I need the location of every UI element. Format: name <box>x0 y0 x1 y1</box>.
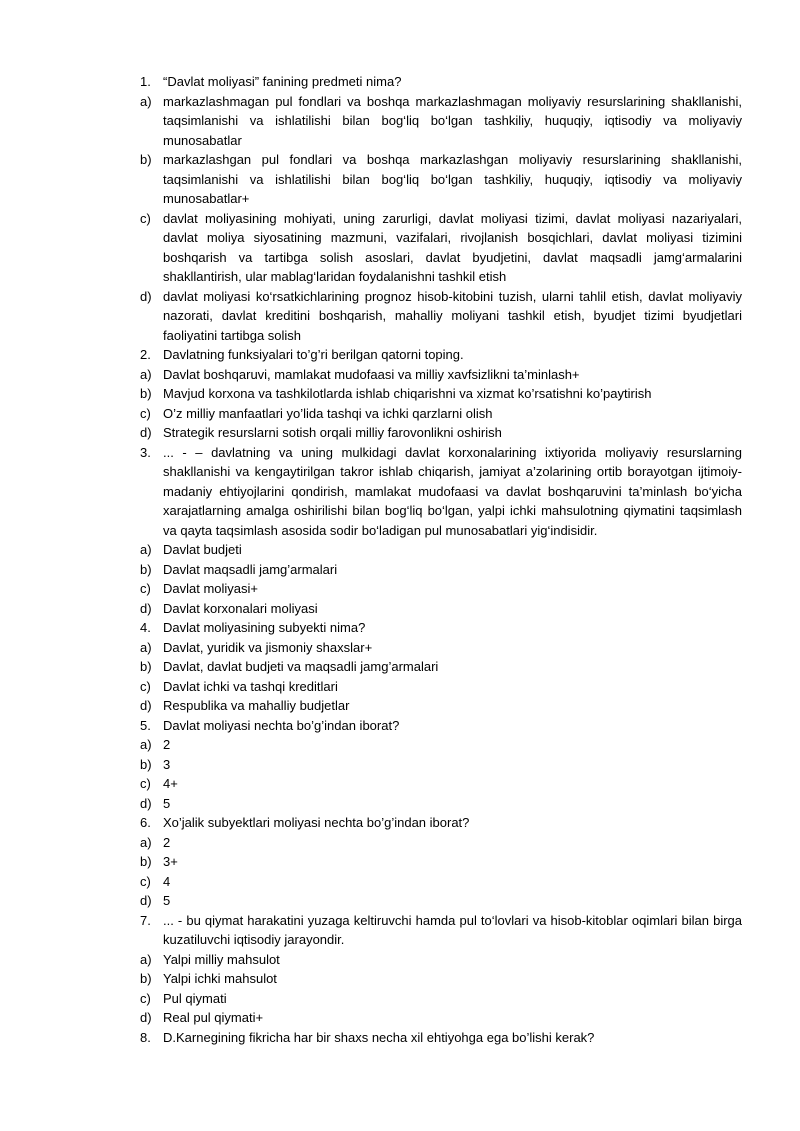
option-text: Davlat, yuridik va jismoniy shaxslar+ <box>163 639 373 655</box>
option-label: d) <box>140 600 152 616</box>
option-text: Davlat moliyasi+ <box>163 581 259 596</box>
question-3 <box>140 443 742 541</box>
option-label: c) <box>140 776 151 791</box>
option-4c <box>140 677 742 697</box>
option-text: 5 <box>163 893 171 908</box>
option-text: 2 <box>163 834 171 850</box>
option-7c <box>140 989 742 1009</box>
option-2a <box>140 365 742 385</box>
option-text: 3+ <box>163 854 178 869</box>
option-label: b) <box>140 386 152 401</box>
option-2d <box>140 423 742 443</box>
option-4a <box>140 638 742 658</box>
question-number: 4. <box>140 620 151 635</box>
option-text: Davlat maqsadli jamg’armalari <box>163 561 338 577</box>
option-label: c) <box>140 678 151 694</box>
option-text: Real pul qiymati+ <box>163 1010 264 1025</box>
option-3b <box>140 560 742 580</box>
question-text: D.Karnegining fikricha har bir shaxs necha xil ehtiyohga ega bo’lishi kerak? <box>163 1029 595 1045</box>
question-number: 3. <box>140 444 151 460</box>
question-number: 8. <box>140 1029 151 1045</box>
option-1a <box>140 92 742 151</box>
option-text: 2 <box>163 737 171 752</box>
option-text: Davlat korxonalari moliyasi <box>163 600 318 616</box>
option-label: d) <box>140 795 152 811</box>
option-text: davlat moliyasining mohiyati, uning zarurligi, davlat moliyasi tizimi, davlat moliyasi nazariyalari, davlat moliya siyosatining mazmuni, vazifalari, rivojlanish bosqichlari, davlat moliyasi tizimini boshqarish va tartibga solish asoslari, davlat byudjetini, davlat maqsadli jamg‘armalarini shakllantirish, ular mablag‘laridan foydalanishni tashkil etish <box>163 210 742 284</box>
option-5c <box>140 774 742 794</box>
option-label: d) <box>140 1010 152 1025</box>
option-label: c) <box>140 581 151 596</box>
option-label: a) <box>140 951 152 967</box>
question-text: Davlat moliyasining subyekti nima? <box>163 620 366 635</box>
question-text: “Davlat moliyasi” fanining predmeti nima? <box>163 74 402 89</box>
question-text: Davlat moliyasi nechta bo’g’indan iborat? <box>163 717 400 733</box>
option-label: d) <box>140 893 152 908</box>
option-label: b) <box>140 152 152 167</box>
option-5b <box>140 755 742 775</box>
option-2c <box>140 404 742 424</box>
option-text: 5 <box>163 795 171 811</box>
option-label: a) <box>140 93 152 109</box>
option-7b <box>140 969 742 989</box>
option-label: c) <box>140 990 151 1006</box>
option-text: Davlat, davlat budjeti va maqsadli jamg’armalari <box>163 659 439 674</box>
option-7a <box>140 950 742 970</box>
option-text: Davlat ichki va tashqi kreditlari <box>163 678 338 694</box>
question-4 <box>140 618 742 638</box>
question-number: 1. <box>140 74 151 89</box>
option-3d <box>140 599 742 619</box>
option-text: markazlashmagan pul fondlari va boshqa markazlashmagan moliyaviy resurslarining shakllanishi, taqsimlanishi va ishlatilishi bilan bog‘liq bo‘lgan tashkiliy, huquqiy, iqtisodiy va moliyaviy munosabatlar <box>163 93 742 148</box>
option-text: Respublika va mahalliy budjetlar <box>163 698 350 713</box>
question-text: ... - – davlatning va uning mulkidagi davlat korxonalarining ixtiyorida moliyaviy resurslarning shakllanishi va kengaytirilgan takror ishlab chiqarish, jamiyat a’zolarining ortib borayotgan ijtimoiy-madaniy ehtiyojlarini qondirish, mamlakat mudofaasi va davlat boshqaruvini ta’minlash bo‘yicha xarajatlarning amalga oshirilishi bilan bog‘liq bo‘lgan, yalpi ichki mahsulotning qiymatini taqsimlash va qayta taqsimlash asosida sodir bo‘ladigan pul munosabatlari yig‘indisidir. <box>163 444 742 538</box>
option-6a <box>140 833 742 853</box>
option-label: c) <box>140 210 151 226</box>
option-text: davlat moliyasi ko‘rsatkichlarining prognoz hisob-kitobini tuzish, ularni tahlil etish, davlat moliyaviy nazorati, davlat kreditini boshqarish, mahalliy moliyani tashkil etish, byudjet tizimi byudjetlari faoliyatini tartibga solish <box>163 288 742 343</box>
option-label: c) <box>140 405 151 421</box>
option-label: a) <box>140 366 152 382</box>
option-7d <box>140 1008 742 1028</box>
option-text: 3 <box>163 756 171 772</box>
question-number: 6. <box>140 815 151 830</box>
option-label: b) <box>140 659 152 674</box>
question-5 <box>140 716 742 736</box>
option-5d <box>140 794 742 814</box>
question-number: 7. <box>140 912 151 928</box>
option-text: Yalpi ichki mahsulot <box>163 971 277 986</box>
option-label: b) <box>140 854 152 869</box>
question-8 <box>140 1028 742 1048</box>
option-label: b) <box>140 756 152 772</box>
option-1c <box>140 209 742 287</box>
option-text: Davlat boshqaruvi, mamlakat mudofaasi va milliy xavfsizlikni ta’minlash+ <box>163 366 580 382</box>
option-label: c) <box>140 873 151 889</box>
option-label: b) <box>140 971 152 986</box>
option-label: a) <box>140 639 152 655</box>
option-label: d) <box>140 288 152 304</box>
option-3a <box>140 540 742 560</box>
option-6b <box>140 852 742 872</box>
option-4b <box>140 657 742 677</box>
option-1b <box>140 150 742 209</box>
option-text: markazlashgan pul fondlari va boshqa markazlashgan moliyaviy resurslarining shakllanishi, taqsimlanishi va ishlatilishi bilan bog‘liq bo‘lgan tashkiliy, huquqiy, iqtisodiy va moliyaviy munosabatlar+ <box>163 152 742 206</box>
question-list <box>140 72 742 1047</box>
option-1d <box>140 287 742 346</box>
option-5a <box>140 735 742 755</box>
question-1 <box>140 72 742 92</box>
option-text: Yalpi milliy mahsulot <box>163 951 280 967</box>
option-text: Strategik resurslarni sotish orqali milliy farovonlikni oshirish <box>163 425 502 440</box>
option-text: 4+ <box>163 776 178 791</box>
question-2 <box>140 345 742 365</box>
question-6 <box>140 813 742 833</box>
question-text: Xo’jalik subyektlari moliyasi nechta bo’g’indan iborat? <box>163 815 470 830</box>
question-text: ... - bu qiymat harakatini yuzaga keltiruvchi hamda pul to‘lovlari va hisob-kitoblar oqimlari bilan birga kuzatiluvchi iqtisodiy jarayondir. <box>163 912 742 947</box>
option-6c <box>140 872 742 892</box>
option-label: d) <box>140 425 152 440</box>
question-7 <box>140 911 742 950</box>
option-text: O’z milliy manfaatlari yo’lida tashqi va ichki qarzlarni olish <box>163 405 493 421</box>
option-label: b) <box>140 561 152 577</box>
option-text: Davlat budjeti <box>163 542 242 557</box>
question-text: Davlatning funksiyalari to’g’ri berilgan qatorni toping. <box>163 347 464 362</box>
option-text: 4 <box>163 873 171 889</box>
option-text: Pul qiymati <box>163 990 227 1006</box>
option-label: a) <box>140 737 152 752</box>
option-2b <box>140 384 742 404</box>
question-number: 2. <box>140 347 151 362</box>
option-3c <box>140 579 742 599</box>
option-4d <box>140 696 742 716</box>
option-label: a) <box>140 834 152 850</box>
option-label: a) <box>140 542 152 557</box>
option-6d <box>140 891 742 911</box>
option-text: Mavjud korxona va tashkilotlarda ishlab chiqarishni va xizmat ko’rsatishni ko’paytirish <box>163 386 652 401</box>
question-number: 5. <box>140 717 151 733</box>
option-label: d) <box>140 698 152 713</box>
